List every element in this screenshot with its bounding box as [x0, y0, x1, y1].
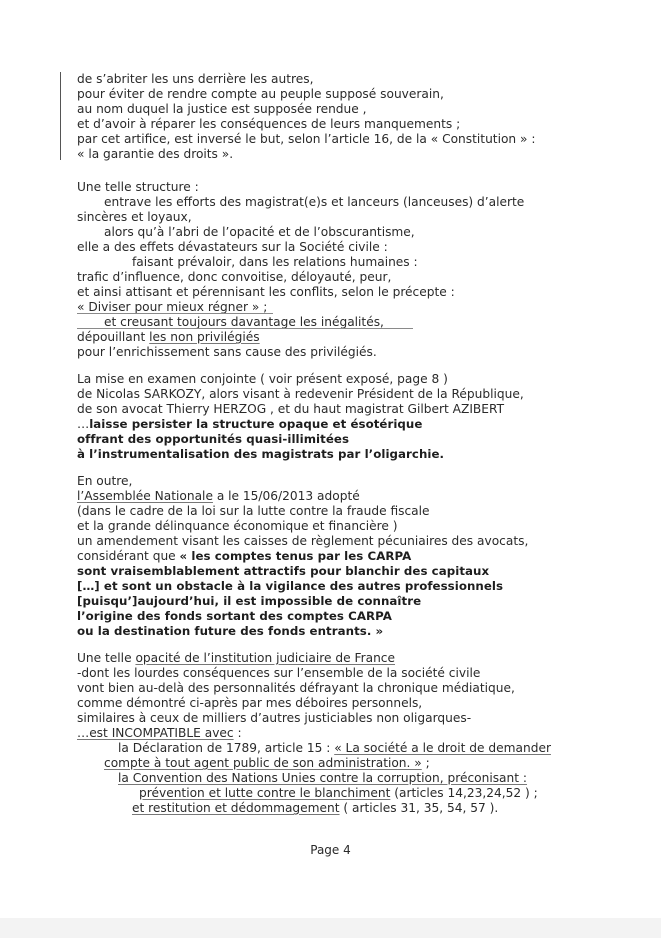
bold-line: offrant des opportunités quasi-illimitées — [77, 432, 350, 446]
text-line: -dont les lourdes conséquences sur l’ensemble de la société civile — [77, 666, 481, 680]
text-line — [139, 786, 538, 801]
margin-bar — [60, 72, 61, 160]
text-fragment: (articles 14,23,24,52 ) ; — [390, 786, 538, 800]
underlined-phrase: Diviser pour mieux régner — [88, 300, 249, 314]
text-line: faisant prévaloir, dans les relations humaines : — [132, 255, 418, 269]
text-line — [77, 549, 411, 564]
underlined-phrase: et restitution et dédommagement — [132, 801, 340, 815]
text-fragment: la Déclaration de 1789, article 15 : — [118, 741, 335, 755]
text-fragment: Une telle — [77, 651, 136, 665]
quote-open: « — [77, 300, 89, 314]
text-line: et d’avoir à réparer les conséquences de leurs manquements ; — [77, 117, 461, 131]
bold-line: l’origine des fonds sortant des comptes CARPA — [77, 609, 392, 623]
text-fragment: a le 15/06/2013 adopté — [212, 489, 360, 503]
quote-close: » ; — [248, 300, 268, 314]
text-line: et ainsi attisant et pérennisant les conflits, selon le précepte : — [77, 285, 455, 299]
text-line: Une telle structure : — [77, 180, 199, 194]
bold-phrase: « les comptes tenus par les CARPA — [179, 549, 412, 563]
text-line — [77, 489, 360, 504]
underlined-phrase: l’Assemblée Nationale — [77, 489, 213, 503]
text-line — [77, 726, 242, 741]
bold-line: […] et sont un obstacle à la vigilance des autres professionnels — [77, 579, 504, 593]
underlined-phrase: les non privilégiés — [149, 330, 260, 344]
text-fragment: : — [233, 726, 242, 740]
text-line: comme démontré ci-après par mes déboires personnels, — [77, 696, 423, 710]
underlined-phrase: …est INCOMPATIBLE avec — [77, 726, 234, 740]
scan-edge — [0, 918, 661, 938]
text-fragment: ; — [421, 756, 430, 770]
text-line: similaires à ceux de milliers d’autres justiciables non oligarques- — [77, 711, 472, 725]
rule-line — [77, 328, 413, 329]
text-line: et la grande délinquance économique et financière ) — [77, 519, 398, 533]
ellipsis: … — [77, 417, 90, 431]
text-line: et creusant toujours davantage les inégalités, — [104, 315, 384, 329]
text-line — [77, 330, 260, 345]
text-fragment: ( articles 31, 35, 54, 57 ). — [339, 801, 499, 815]
text-line: alors qu’à l’abri de l’opacité et de l’obscurantisme, — [104, 225, 415, 239]
text-line: « la garantie des droits ». — [77, 147, 234, 161]
text-line: La mise en examen conjointe ( voir présent exposé, page 8 ) — [77, 372, 448, 386]
text-line: pour éviter de rendre compte au peuple supposé souverain, — [77, 87, 444, 101]
page-number: Page 4 — [310, 843, 351, 857]
text-line: de son avocat Thierry HERZOG , et du haut magistrat Gilbert AZIBERT — [77, 402, 505, 416]
bold-line: à l’instrumentalisation des magistrats par l’oligarchie. — [77, 447, 445, 461]
text-line: la Convention des Nations Unies contre la corruption, préconisant : — [118, 771, 528, 785]
text-line: vont bien au-delà des personnalités défrayant la chronique médiatique, — [77, 681, 515, 695]
text-line: au nom duquel la justice est supposée rendue , — [77, 102, 367, 116]
text-line — [77, 651, 395, 666]
text-fragment: dépouillant — [77, 330, 150, 344]
bold-line: sont vraisemblablement attractifs pour blanchir des capitaux — [77, 564, 490, 578]
underlined-phrase: prévention et lutte contre le blanchiment — [139, 786, 391, 800]
text-line — [118, 741, 551, 756]
text-fragment: considérant que — [77, 549, 180, 563]
text-line: (dans le cadre de la loi sur la lutte contre la fraude fiscale — [77, 504, 430, 518]
text-line — [132, 801, 498, 816]
text-line: de Nicolas SARKOZY, alors visant à redevenir Président de la République, — [77, 387, 524, 401]
rule-line — [77, 313, 273, 314]
underlined-phrase: « La société a le droit de demander — [334, 741, 551, 755]
text-line: entrave les efforts des magistrat(e)s et lanceurs (lanceuses) d’alerte — [104, 195, 525, 209]
text-line: En outre, — [77, 474, 133, 488]
text-line: un amendement visant les caisses de règlement pécuniaires des avocats, — [77, 534, 529, 548]
text-line: sincères et loyaux, — [77, 210, 192, 224]
text-line: trafic d’influence, donc convoitise, déloyauté, peur, — [77, 270, 392, 284]
text-line: de s’abriter les uns derrière les autres, — [77, 72, 314, 86]
text-line: pour l’enrichissement sans cause des privilégiés. — [77, 345, 377, 359]
text-line — [104, 756, 430, 771]
text-line: elle a des effets dévastateurs sur la Société civile : — [77, 240, 388, 254]
bold-line: ou la destination future des fonds entrants. » — [77, 624, 384, 638]
text-line: par cet artifice, est inversé le but, selon l’article 16, de la « Constitution » : — [77, 132, 536, 146]
bold-phrase: laisse persister la structure opaque et ésotérique — [89, 417, 423, 431]
bold-line: [puisqu’]aujourd’hui, il est impossible de connaître — [77, 594, 422, 608]
underlined-phrase: compte à tout agent public de son administration. » — [104, 756, 422, 770]
underlined-phrase: opacité de l’institution judiciaire de France — [135, 651, 395, 665]
text-line — [77, 417, 422, 432]
